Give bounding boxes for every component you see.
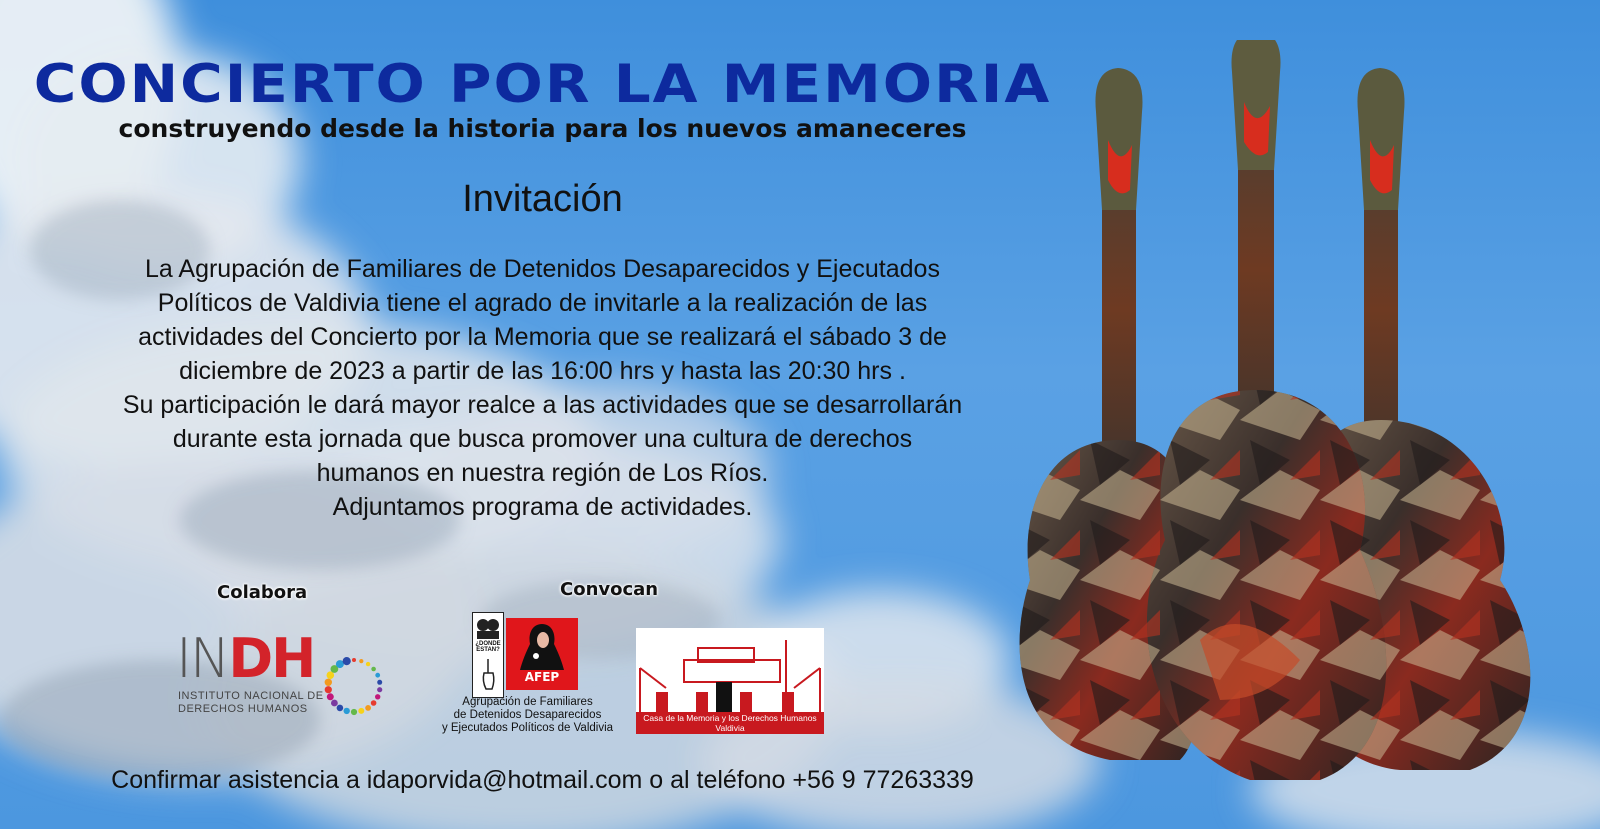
invitation-heading: Invitación bbox=[462, 178, 623, 220]
three-guitars-artwork bbox=[1000, 40, 1560, 800]
indh-ring-dot bbox=[352, 658, 356, 662]
indh-line1: INSTITUTO NACIONAL DE bbox=[178, 690, 324, 702]
body-line: Adjuntamos programa de actividades. bbox=[332, 493, 753, 521]
body-line: Políticos de Valdivia tiene el agrado de invitarle a la realización de las bbox=[157, 289, 928, 317]
body-line: diciembre de 2023 a partir de las 16:00 hrs y hasta las 20:30 hrs . bbox=[179, 357, 906, 385]
body-line: Su participación le dará mayor realce a las actividades que se desarrollarán bbox=[122, 391, 963, 419]
casa-memoria-logo bbox=[636, 628, 824, 734]
indh-ring-dot bbox=[358, 708, 364, 714]
body-line: humanos en nuestra región de Los Ríos. bbox=[316, 459, 769, 487]
body-line: durante esta jornada que busca promover una cultura de derechos bbox=[172, 425, 913, 453]
indh-ring-dot bbox=[327, 693, 334, 700]
casa-line1: Casa de la Memoria y los Derechos Humanos bbox=[643, 713, 817, 723]
afep-logo bbox=[506, 618, 578, 690]
indh-logo bbox=[176, 627, 396, 720]
indh-ring-dot bbox=[337, 705, 344, 712]
indh-ring-dot bbox=[377, 680, 382, 685]
woman-silhouette-icon bbox=[506, 618, 578, 670]
raised-hand-icon bbox=[477, 659, 499, 695]
indh-ring-dot bbox=[344, 708, 350, 714]
donde-estan-sign-icon bbox=[472, 612, 504, 698]
afep-caption-line: de Detenidos Desaparecidos bbox=[453, 709, 602, 721]
indh-ring-dot bbox=[325, 686, 332, 693]
afep-caption bbox=[440, 696, 615, 735]
collaborates-label: Colabora bbox=[217, 582, 308, 603]
indh-logo-in: IN bbox=[176, 627, 229, 690]
indh-color-ring-icon bbox=[322, 654, 386, 718]
indh-line2: DERECHOS HUMANOS bbox=[178, 703, 308, 715]
casa-line2: Valdivia bbox=[715, 723, 745, 733]
event-subtitle: construyendo desde la historia para los nuevos amaneceres bbox=[118, 114, 967, 143]
faces-icon bbox=[473, 613, 503, 641]
indh-ring-dot bbox=[375, 673, 380, 678]
indh-ring-dot bbox=[366, 662, 370, 666]
guitar-center bbox=[1147, 40, 1386, 780]
donde-estan-text: ¿DONDE ESTAN? bbox=[475, 641, 501, 653]
indh-ring-dot bbox=[375, 694, 380, 699]
indh-ring-dot bbox=[343, 657, 351, 665]
indh-ring-dot bbox=[359, 659, 363, 663]
indh-ring-dot bbox=[351, 709, 357, 715]
indh-ring-dot bbox=[365, 705, 371, 711]
afep-name: AFEP bbox=[524, 670, 560, 684]
invitation-body bbox=[60, 252, 1025, 524]
indh-ring-dot bbox=[377, 687, 382, 692]
house-building-icon bbox=[636, 628, 824, 712]
body-line: La Agrupación de Familiares de Detenidos Desaparecidos y Ejecutados bbox=[145, 255, 940, 283]
indh-ring-dot bbox=[371, 667, 376, 672]
indh-ring-dot bbox=[331, 700, 338, 707]
afep-caption-line: Agrupación de Familiares bbox=[462, 696, 593, 708]
convene-label: Convocan bbox=[560, 579, 659, 600]
indh-ring-dot bbox=[325, 679, 332, 686]
indh-logo-dh: DH bbox=[228, 627, 315, 690]
casa-text bbox=[636, 713, 824, 733]
event-title: CONCIERTO POR LA MEMORIA bbox=[33, 53, 1052, 115]
indh-logo-wordmark bbox=[176, 627, 315, 690]
indh-ring-dot bbox=[371, 700, 377, 706]
rsvp-footer: Confirmar asistencia a idaporvida@hotmail.com o al teléfono +56 9 77263339 bbox=[111, 766, 974, 794]
afep-caption-line: y Ejecutados Políticos de Valdivia bbox=[441, 722, 614, 734]
body-line: actividades del Concierto por la Memoria que se realizará el sábado 3 de bbox=[138, 323, 947, 351]
